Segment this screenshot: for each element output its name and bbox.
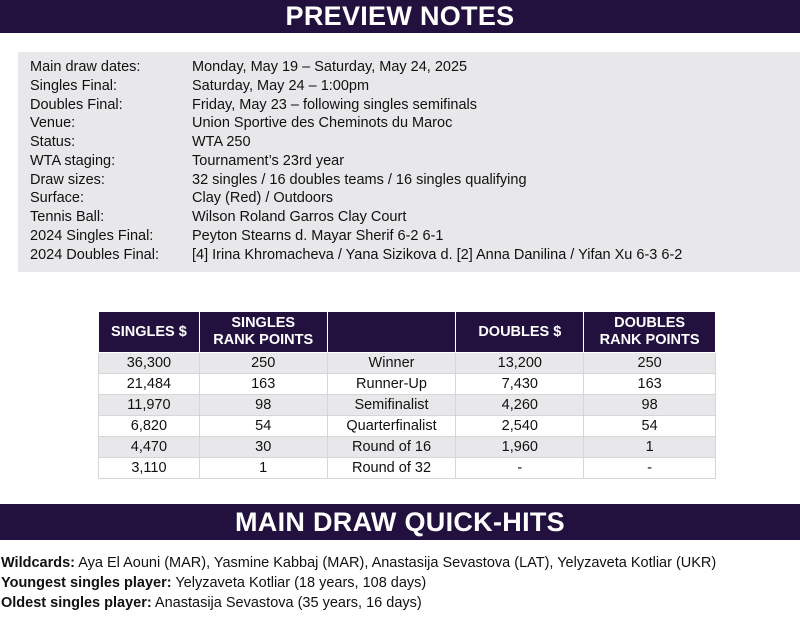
header-doubles-rank-points: DOUBLES RANK POINTS — [584, 312, 716, 353]
round-cell: Round of 16 — [327, 437, 456, 458]
note-row — [30, 227, 682, 246]
doubles-points-cell: 98 — [584, 395, 716, 416]
quick-hit-value: Anastasija Sevastova (35 years, 16 days) — [151, 595, 422, 611]
singles-points-cell: 30 — [199, 437, 327, 458]
note-row — [30, 58, 682, 77]
singles-money-cell: 3,110 — [99, 458, 200, 479]
note-row — [30, 246, 682, 265]
table-row — [99, 416, 716, 437]
header-singles-money: SINGLES $ — [99, 312, 200, 353]
note-row — [30, 114, 682, 133]
quick-hit-value: Yelyzaveta Kotliar (18 years, 108 days) — [171, 575, 427, 591]
table-row — [99, 437, 716, 458]
doubles-money-cell: 7,430 — [456, 374, 584, 395]
header-singles-rank-points: SINGLES RANK POINTS — [199, 312, 327, 353]
singles-points-cell: 1 — [199, 458, 327, 479]
doubles-money-cell: 13,200 — [456, 353, 584, 374]
table-row — [99, 395, 716, 416]
note-value: Friday, May 23 – following singles semifinals — [192, 96, 478, 113]
notes-list — [30, 58, 682, 264]
table-row — [99, 353, 716, 374]
note-label: Status: — [30, 134, 76, 150]
table-row — [99, 458, 716, 479]
doubles-points-cell: 1 — [584, 437, 716, 458]
note-value: Wilson Roland Garros Clay Court — [192, 209, 407, 225]
singles-points-cell: 250 — [199, 353, 327, 374]
quick-hit-label: Youngest singles player: — [1, 575, 172, 591]
note-label: Main draw dates: — [30, 59, 141, 75]
note-row — [30, 77, 682, 96]
note-value: Union Sportive des Cheminots du Maroc — [192, 115, 453, 132]
preview-notes-panel — [18, 52, 800, 272]
note-row — [30, 208, 682, 227]
singles-money-cell: 21,484 — [99, 374, 200, 395]
note-value: Peyton Stearns d. Mayar Sherif 6-2 6-1 — [192, 227, 444, 244]
note-row — [30, 96, 682, 115]
quick-hit-youngest — [1, 573, 716, 593]
round-cell: Winner — [327, 353, 456, 374]
quick-hit-label: Wildcards: — [1, 555, 75, 571]
table-row — [99, 374, 716, 395]
quick-hit-label: Oldest singles player: — [1, 595, 152, 611]
table-header-row — [99, 312, 716, 353]
note-row — [30, 189, 682, 208]
doubles-points-cell: - — [584, 458, 716, 479]
preview-notes-banner: PREVIEW NOTES — [0, 0, 800, 33]
note-label: WTA staging: — [30, 152, 116, 169]
round-cell: Quarterfinalist — [327, 416, 456, 437]
quick-hit-wildcards — [1, 553, 716, 573]
note-row — [30, 133, 682, 152]
note-label: 2024 Doubles Final: — [30, 246, 159, 263]
quick-hits-banner: MAIN DRAW QUICK-HITS — [0, 504, 800, 540]
doubles-money-cell: 1,960 — [456, 437, 584, 458]
note-label: Tennis Ball: — [30, 209, 105, 225]
round-cell: Round of 32 — [327, 458, 456, 479]
note-value: 32 singles / 16 doubles teams / 16 singles qualifying — [192, 171, 527, 188]
singles-points-cell: 163 — [199, 374, 327, 395]
doubles-money-cell: 4,260 — [456, 395, 584, 416]
quick-hit-oldest — [1, 593, 716, 613]
note-value: [4] Irina Khromacheva / Yana Sizikova d. [2] Anna Danilina / Yifan Xu 6-3 6-2 — [192, 246, 683, 263]
note-value: WTA 250 — [192, 134, 251, 150]
note-label: Doubles Final: — [30, 96, 123, 113]
note-row — [30, 171, 682, 190]
note-label: Draw sizes: — [30, 171, 105, 188]
singles-money-cell: 6,820 — [99, 416, 200, 437]
round-cell: Semifinalist — [327, 395, 456, 416]
doubles-points-cell: 163 — [584, 374, 716, 395]
header-round — [327, 312, 456, 353]
doubles-points-cell: 250 — [584, 353, 716, 374]
note-label: Venue: — [30, 115, 76, 132]
note-value: Monday, May 19 – Saturday, May 24, 2025 — [192, 59, 468, 75]
singles-points-cell: 98 — [199, 395, 327, 416]
header-doubles-money: DOUBLES $ — [456, 312, 584, 353]
singles-points-cell: 54 — [199, 416, 327, 437]
prize-money-table — [98, 311, 716, 479]
note-label: 2024 Singles Final: — [30, 227, 154, 244]
doubles-money-cell: - — [456, 458, 584, 479]
doubles-points-cell: 54 — [584, 416, 716, 437]
note-value: Saturday, May 24 – 1:00pm — [192, 77, 370, 94]
note-row — [30, 152, 682, 171]
doubles-money-cell: 2,540 — [456, 416, 584, 437]
note-label: Surface: — [30, 190, 84, 207]
quick-hit-value: Aya El Aouni (MAR), Yasmine Kabbaj (MAR), Anastasija Sevastova (LAT), Yelyzaveta Kotliar (UKR) — [75, 555, 717, 571]
note-value: Tournament’s 23rd year — [192, 152, 345, 169]
singles-money-cell: 11,970 — [99, 395, 200, 416]
singles-money-cell: 36,300 — [99, 353, 200, 374]
note-label: Singles Final: — [30, 77, 118, 94]
singles-money-cell: 4,470 — [99, 437, 200, 458]
note-value: Clay (Red) / Outdoors — [192, 190, 334, 207]
quick-hits-list — [1, 553, 716, 613]
round-cell: Runner-Up — [327, 374, 456, 395]
